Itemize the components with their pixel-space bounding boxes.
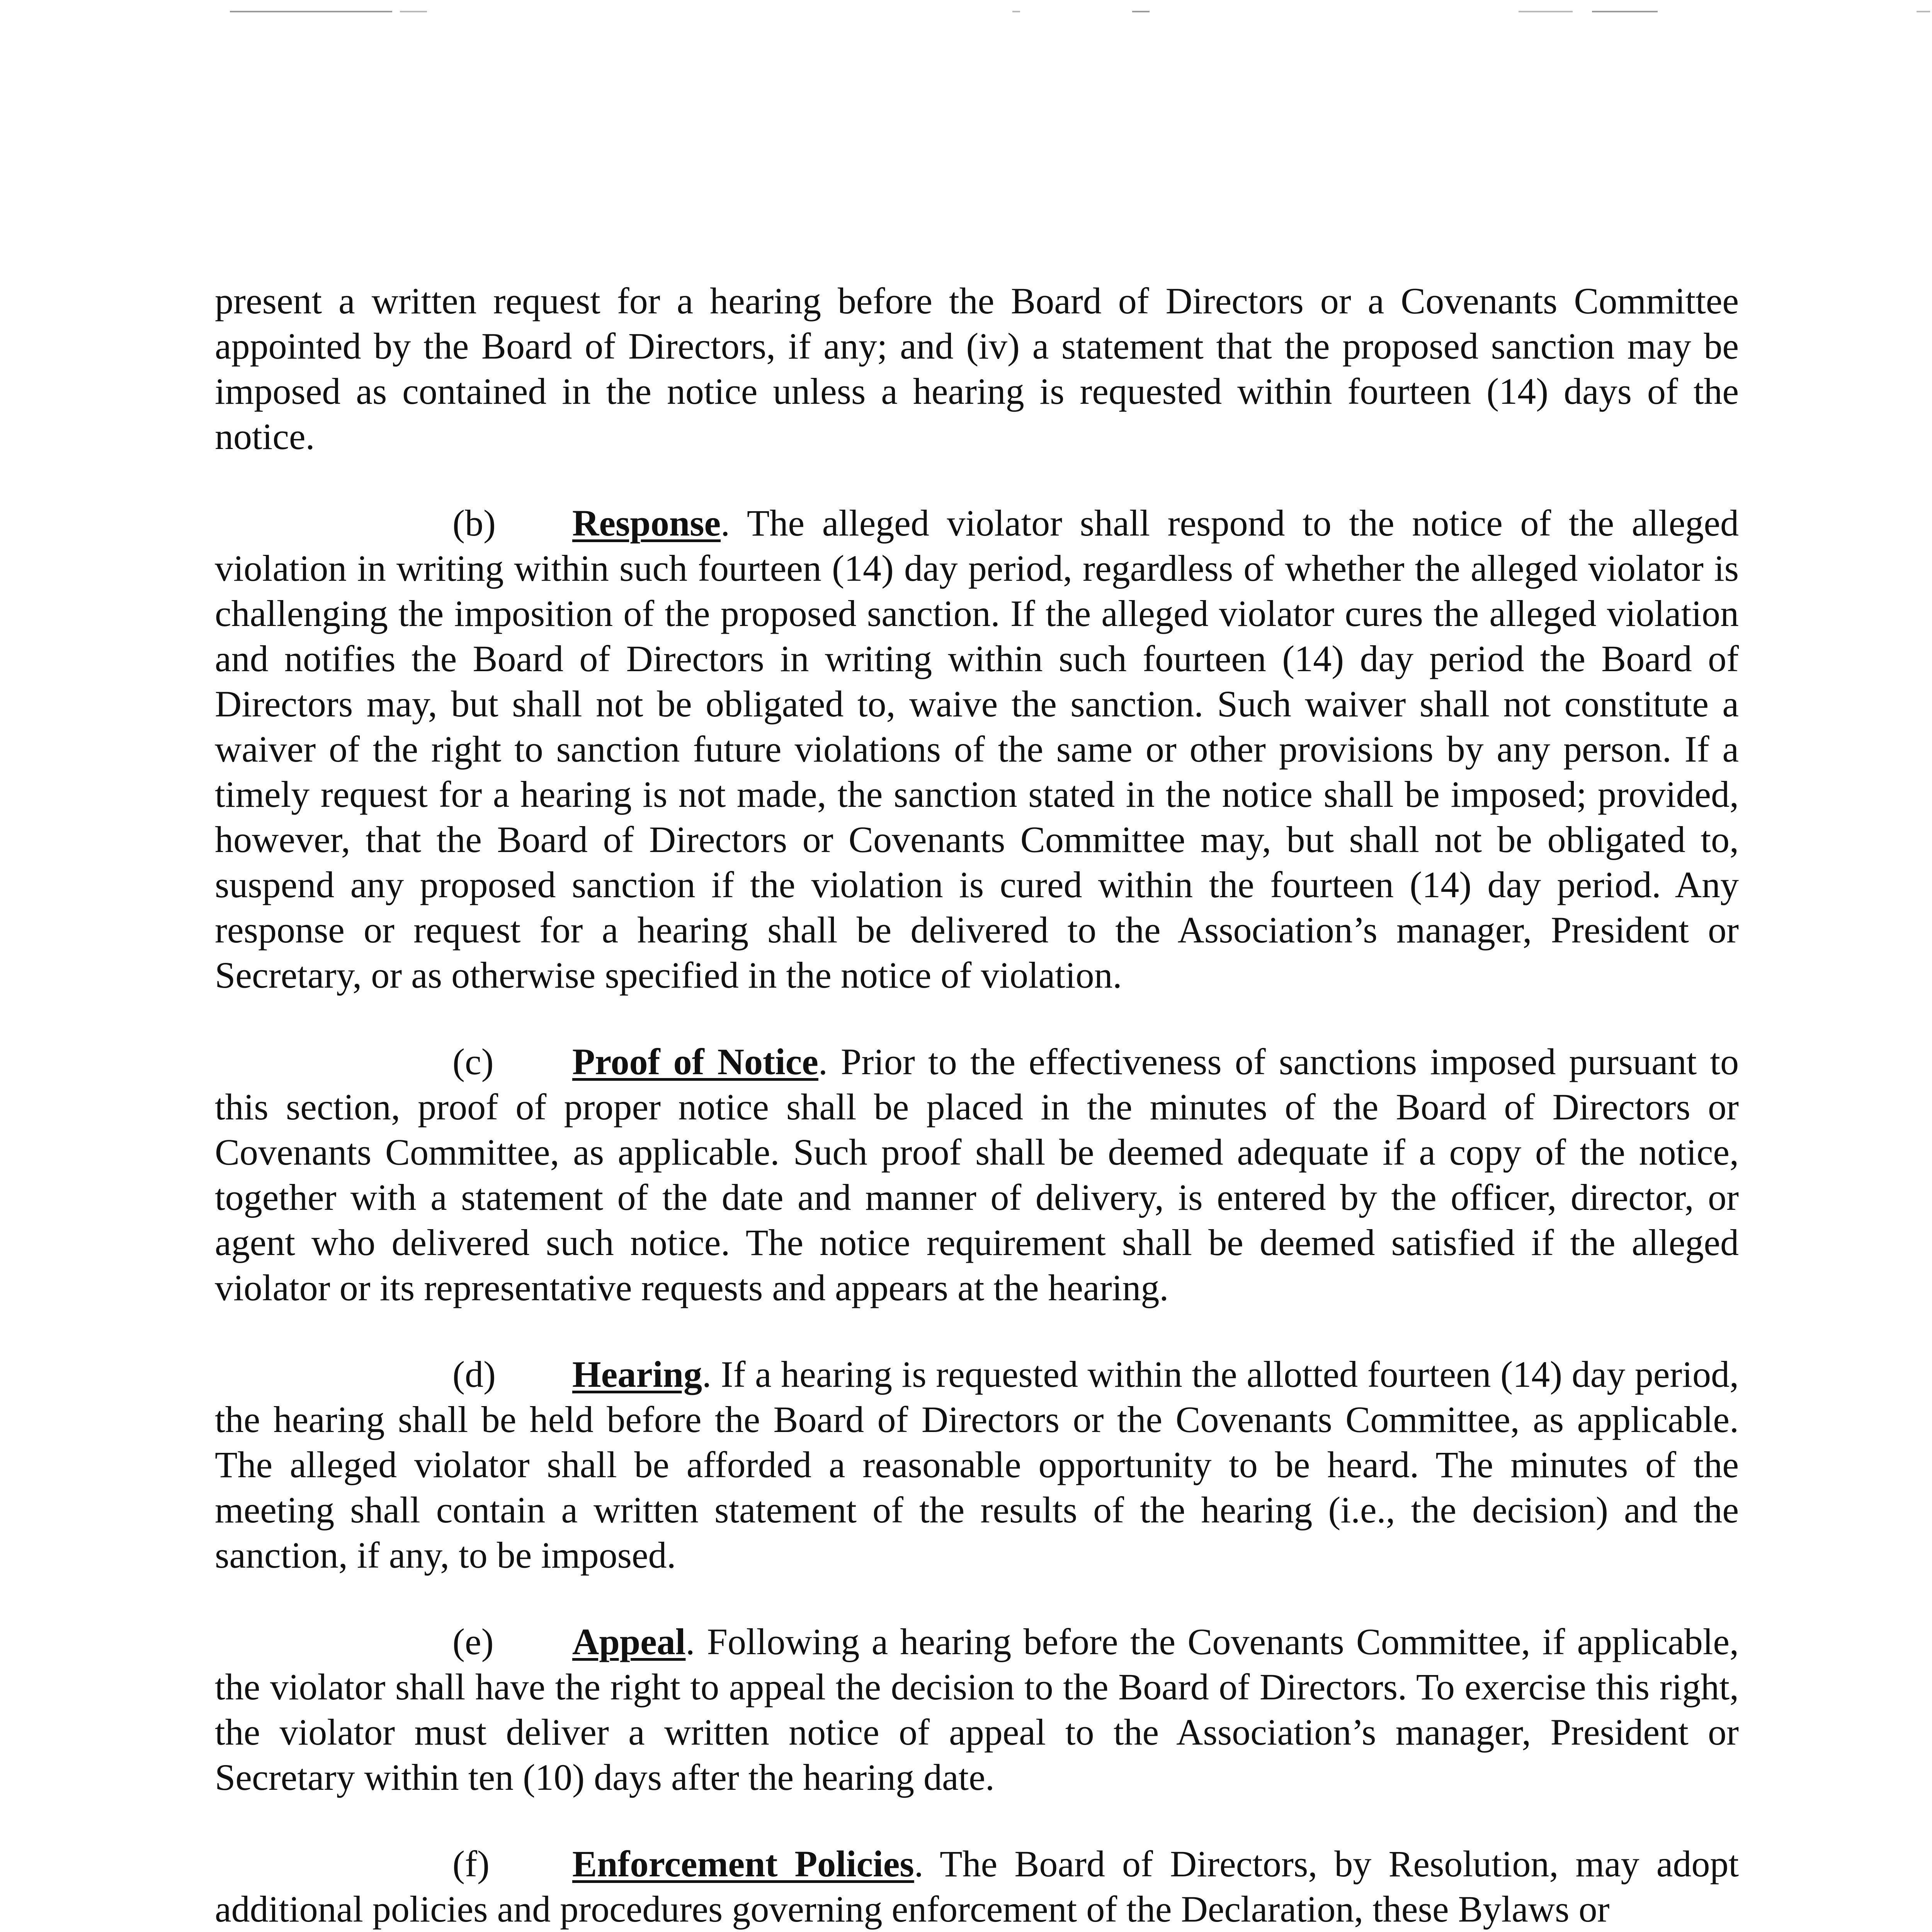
scan-artifact [400, 11, 427, 12]
section-enforcement-policies [215, 1841, 1739, 1932]
scan-artifact [1012, 11, 1020, 12]
section-heading: Enforcement Policies [572, 1843, 914, 1884]
section-hearing [215, 1352, 1739, 1578]
section-body: . Following a hearing before the Covenants Committee, if applicable, the violator shall have the right to appeal the decision to the Board of Directors. To exercise this right, the violator must deliver a written notice of appeal to the Association’s manager, President or Secretary within ten (10) days after the hearing date. [215, 1621, 1739, 1798]
section-body: . The alleged violator shall respond to the notice of the alleged violation in writing within such fourteen (14) day period, regardless of whether the alleged violator is challenging the imposition of the proposed sanction. If the alleged violator cures the alleged violation and notifies the Board of Directors in writing within such fourteen (14) day period the Board of Directors may, but shall not be obligated to, waive the sanction. Such waiver shall not constitute a waiver of the right to sanction future violations of the same or other provisions by any person. If a timely request for a hearing is not made, the sanction stated in the notice shall be imposed; provided, however, that the Board of Directors or Covenants Committee may, but shall not be obligated to, suspend any proposed sanction if the violation is cured within the fourteen (14) day period. Any response or request for a hearing shall be delivered to the Association’s manager, President or Secretary, or as otherwise specified in the notice of violation. [215, 502, 1739, 996]
scan-artifact [1132, 11, 1150, 12]
section-heading: Proof of Notice [572, 1041, 818, 1082]
document-body [215, 278, 1739, 1932]
section-proof-of-notice [215, 1039, 1739, 1310]
section-response [215, 500, 1739, 998]
section-body: . If a hearing is requested within the allotted fourteen (14) day period, the hearing shall be held before the Board of Directors or the Covenants Committee, as applicable. The alleged violator shall be afforded a reasonable opportunity to be heard. The minutes of the meeting shall contain a written statement of the results of the hearing (i.e., the decision) and the sanction, if any, to be imposed. [215, 1354, 1739, 1576]
section-heading: Response [572, 502, 721, 544]
section-body: . Prior to the effectiveness of sanctions imposed pursuant to this section, proof of proper notice shall be placed in the minutes of the Board of Directors or Covenants Committee, as applicable. Such proof shall be deemed adequate if a copy of the notice, together with a statement of the date and manner of delivery, is entered by the officer, director, or agent who delivered such notice. The notice requirement shall be deemed satisfied if the alleged violator or its representative requests and appears at the hearing. [215, 1041, 1739, 1308]
section-label: (c) [452, 1041, 494, 1082]
section-heading: Appeal [572, 1621, 686, 1662]
section-label: (b) [452, 502, 496, 544]
section-body: . The Board of Directors, by Resolution, may adopt additional policies and procedures governing enforcement of the Declaration, these Bylaws or [215, 1843, 1739, 1930]
section-label: (d) [452, 1354, 496, 1395]
section-appeal [215, 1619, 1739, 1800]
scan-artifact [1917, 11, 1930, 12]
scan-artifact [230, 11, 392, 12]
scan-artifact [1519, 11, 1573, 12]
section-label: (e) [452, 1621, 494, 1662]
continuation-paragraph: present a written request for a hearing before the Board of Directors or a Covenants Committee appointed by the Board of Directors, if any; and (iv) a statement that the proposed sanction may be imposed as contained in the notice unless a hearing is requested within fourteen (14) days of the notice. [215, 280, 1739, 457]
scan-artifact [1592, 11, 1658, 12]
section-heading: Hearing [572, 1354, 702, 1395]
section-label: (f) [452, 1843, 490, 1884]
